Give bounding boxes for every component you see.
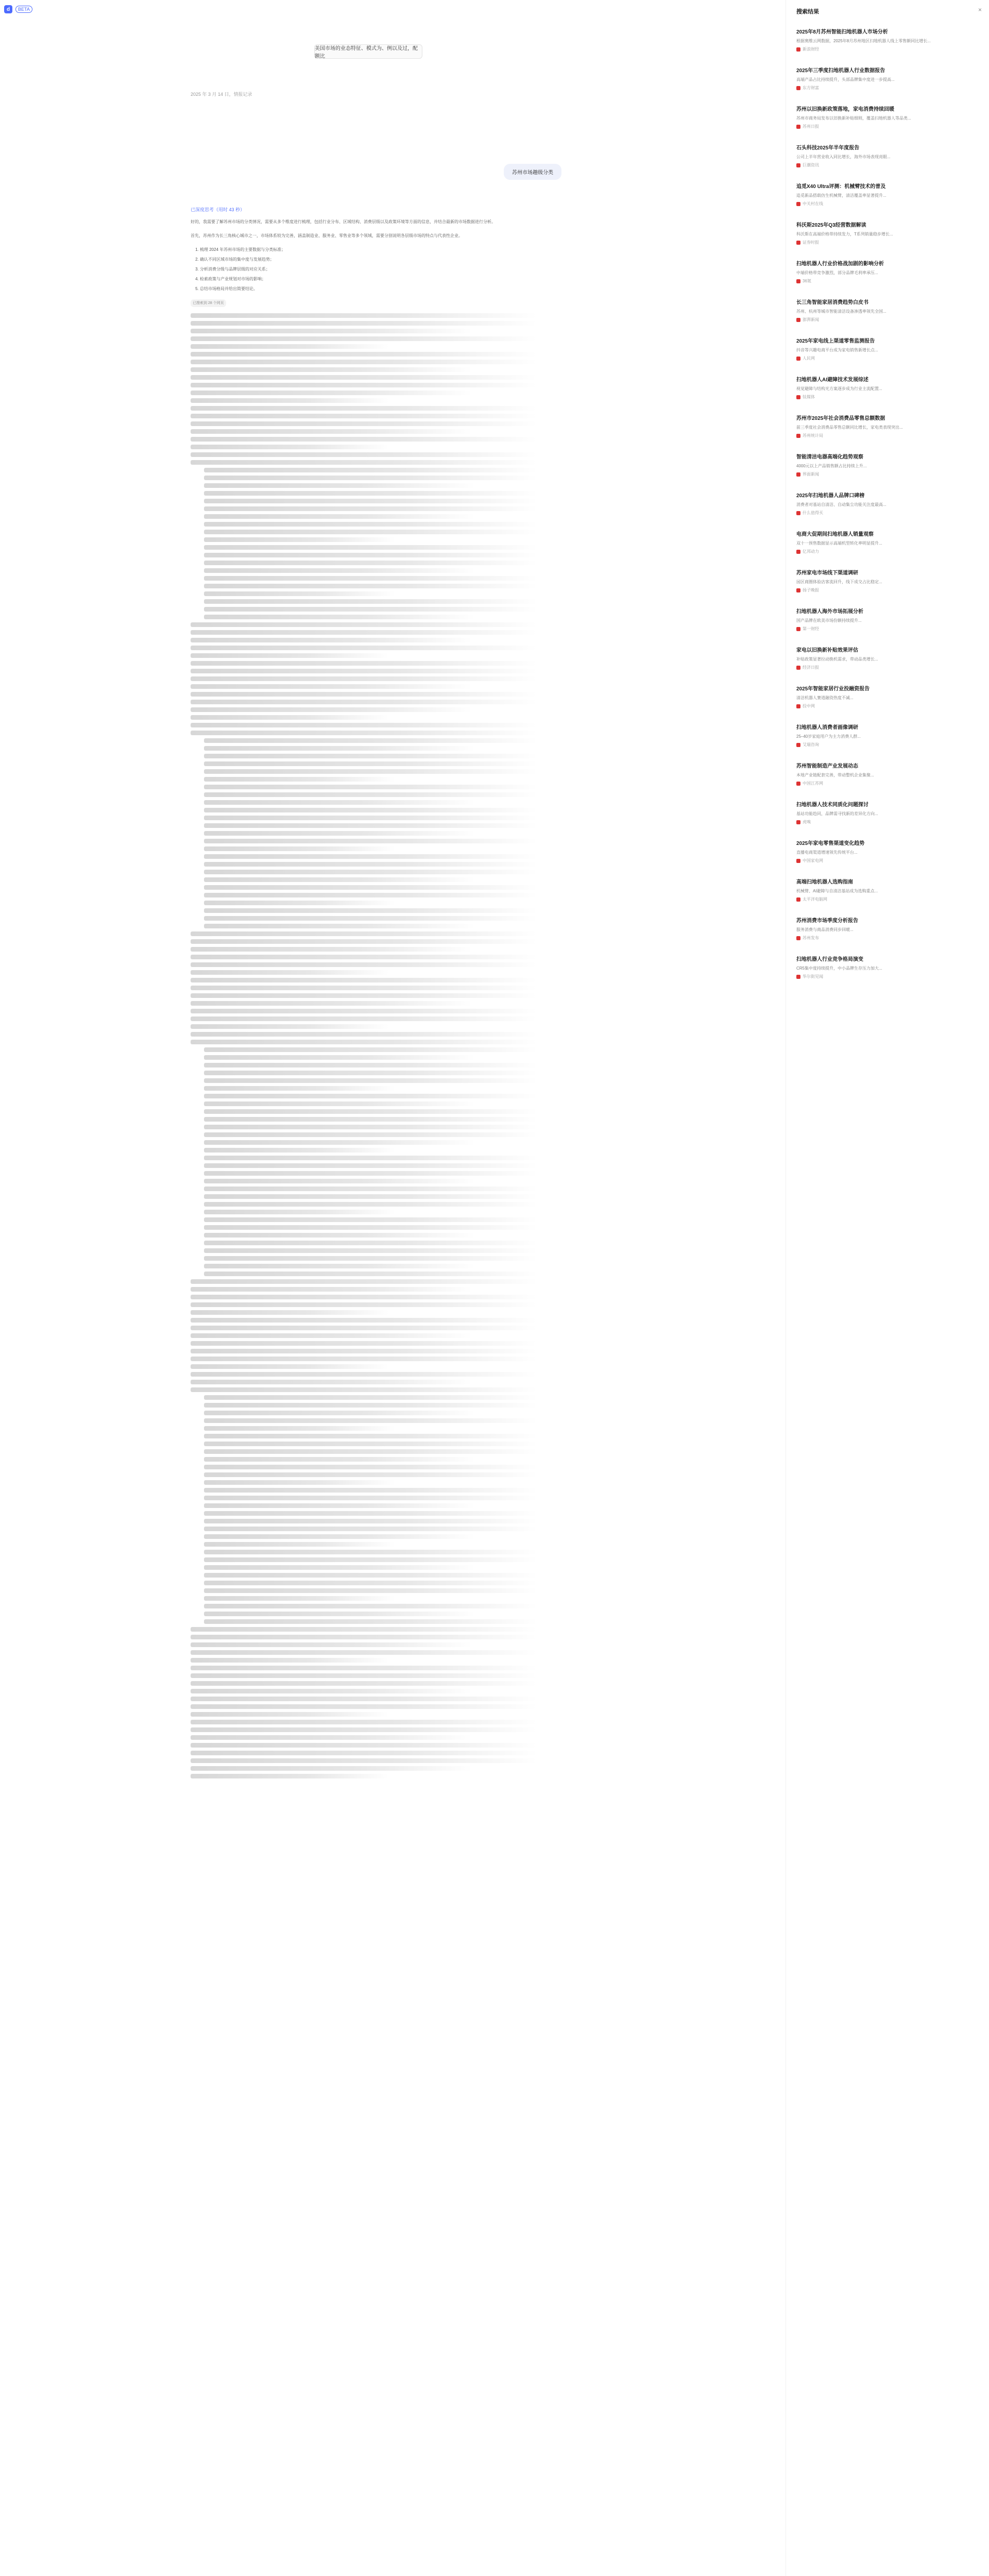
search-result-item[interactable] xyxy=(796,145,982,168)
site-name: 新浪财经 xyxy=(803,47,819,52)
search-result-item[interactable] xyxy=(796,67,982,91)
brand[interactable] xyxy=(4,5,32,13)
result-title[interactable]: 扫地机器人技术同质化问题探讨 xyxy=(796,802,868,808)
result-snippet: 公司上半年营业收入同比增长，海外市场表现亮眼... xyxy=(796,155,891,159)
site-name: 艾瑞咨询 xyxy=(803,742,819,747)
site-favicon-icon xyxy=(796,472,800,477)
result-title[interactable]: 2025年三季度扫地机器人行业数据报告 xyxy=(796,68,885,74)
result-title[interactable]: 高端扫地机器人选购指南 xyxy=(796,879,853,885)
thinking-step: 4. 检索政策与产业规划对市场的影响； xyxy=(200,275,551,283)
thinking-paragraph: 首先，苏州作为长三角核心城市之一，市场体系较为完善，涵盖制造业、服务业、零售业等多个领域，需要分别说明各层级市场的特点与代表性企业。 xyxy=(191,233,463,238)
result-title[interactable]: 扫地机器人海外市场拓展分析 xyxy=(796,609,863,615)
search-result-item[interactable] xyxy=(796,531,982,554)
search-results-panel xyxy=(786,0,989,2576)
site-favicon-icon xyxy=(796,550,800,554)
result-site xyxy=(796,935,982,941)
site-favicon-icon xyxy=(796,588,800,592)
result-title[interactable]: 2025年扫地机器人品牌口碑榜 xyxy=(796,493,865,499)
result-snippet: 苏州、杭州等城市智能清洁设备渗透率领先全国... xyxy=(796,309,886,314)
result-title[interactable]: 电商大促期间扫地机器人销量观察 xyxy=(796,532,874,537)
search-result-item[interactable] xyxy=(796,222,982,245)
site-name: 东方财富 xyxy=(803,86,819,90)
result-title[interactable]: 追觅X40 Ultra评测：机械臂技术的普及 xyxy=(796,184,886,190)
search-result-item[interactable] xyxy=(796,338,982,361)
thinking-step: 5. 总结市场格局并给出简要结论。 xyxy=(200,285,551,293)
result-title[interactable]: 石头科技2025年半年度报告 xyxy=(796,145,860,151)
result-snippet: 4000元以上产品销售额占比持续上升... xyxy=(796,464,867,468)
result-site xyxy=(796,433,982,438)
result-snippet: 清洁机器人赛道融资热度不减... xyxy=(796,696,854,700)
search-result-item[interactable] xyxy=(796,686,982,709)
result-title[interactable]: 苏州消费市场季度分析报告 xyxy=(796,918,858,924)
result-title[interactable]: 2025年家电线上渠道零售监测报告 xyxy=(796,338,875,344)
search-result-item[interactable] xyxy=(796,377,982,400)
result-snippet: 补贴政策显著拉动换机需求，带动品类增长... xyxy=(796,657,878,662)
thinking-step: 2. 确认不同区域市场的集中度与发展趋势； xyxy=(200,256,551,263)
close-icon[interactable]: × xyxy=(978,6,982,13)
site-name: 亿邦动力 xyxy=(803,549,819,554)
site-name: 经济日报 xyxy=(803,665,819,670)
site-name: 钛媒体 xyxy=(803,395,815,399)
result-snippet: CR5集中度持续提升，中小品牌生存压力加大... xyxy=(796,966,882,971)
result-site xyxy=(796,85,982,91)
site-name: 华尔街见闻 xyxy=(803,974,823,979)
site-name: 36氪 xyxy=(803,279,811,283)
site-favicon-icon xyxy=(796,666,800,670)
site-name: 人民网 xyxy=(803,356,815,361)
result-site xyxy=(796,896,982,902)
result-snippet: 基站功能趋同，品牌需寻找新的差异化方向... xyxy=(796,811,878,816)
site-favicon-icon xyxy=(796,820,800,824)
result-snippet: 双十一预售数据显示高端机型转化率明显提升... xyxy=(796,541,882,546)
result-title[interactable]: 苏州市2025年社会消费品零售总额数据 xyxy=(796,416,885,421)
site-name: 第一财经 xyxy=(803,626,819,631)
result-title[interactable]: 科沃斯2025年Q3经营数据解读 xyxy=(796,223,866,228)
search-count-chip[interactable]: 已搜索到 28 个网页 xyxy=(191,299,226,307)
search-result-item[interactable] xyxy=(796,724,982,748)
result-title[interactable]: 2025年8月苏州智能扫地机器人市场分析 xyxy=(796,29,888,35)
site-favicon-icon xyxy=(796,395,800,399)
site-name: 中国江苏网 xyxy=(803,781,823,786)
logo-icon: d xyxy=(4,5,12,13)
search-result-item[interactable] xyxy=(796,493,982,516)
site-favicon-icon xyxy=(796,936,800,940)
site-name: 虎嗅 xyxy=(803,820,811,824)
site-favicon-icon xyxy=(796,511,800,515)
result-title[interactable]: 2025年智能家居行业投融资报告 xyxy=(796,686,870,692)
result-title[interactable]: 苏州智能制造产业发展动态 xyxy=(796,764,858,769)
search-result-item[interactable] xyxy=(796,956,982,979)
result-snippet: 直播电商渠道增速领先传统平台... xyxy=(796,850,858,855)
result-site xyxy=(796,394,982,400)
site-favicon-icon xyxy=(796,47,800,52)
thinking-label[interactable]: 已深度思考（用时 43 秒） xyxy=(191,207,245,212)
result-snippet: 苏州市商务局发布以旧换新补贴细则，覆盖扫地机器人等品类... xyxy=(796,116,911,121)
site-name: 投中网 xyxy=(803,704,815,708)
site-name: 什么值得买 xyxy=(803,511,823,515)
site-favicon-icon xyxy=(796,434,800,438)
site-favicon-icon xyxy=(796,704,800,708)
result-title[interactable]: 扫地机器人消费者画像调研 xyxy=(796,725,858,731)
thinking-body xyxy=(191,313,551,1778)
beta-badge: BETA xyxy=(15,6,32,13)
site-name: 巨潮资讯 xyxy=(803,163,819,167)
result-title[interactable]: 苏州以旧换新政策落地，家电消费持续回暖 xyxy=(796,107,894,112)
search-result-item[interactable] xyxy=(796,918,982,941)
result-site xyxy=(796,317,982,323)
site-name: 太平洋电脑网 xyxy=(803,897,827,902)
site-name: 扬子晚报 xyxy=(803,588,819,592)
result-site xyxy=(796,587,982,593)
result-snippet: 抖音等兴趣电商平台成为家电销售新增长点... xyxy=(796,348,878,352)
site-name: 苏州发布 xyxy=(803,936,819,940)
site-name: 中关村在线 xyxy=(803,201,823,206)
site-favicon-icon xyxy=(796,241,800,245)
search-result-item[interactable] xyxy=(796,570,982,593)
search-result-item[interactable] xyxy=(796,763,982,786)
search-results-list xyxy=(796,29,982,995)
result-title[interactable]: 扫地机器人行业竞争格局演变 xyxy=(796,957,863,962)
site-favicon-icon xyxy=(796,782,800,786)
site-name: 苏州日报 xyxy=(803,124,819,129)
chat-title[interactable]: 美国市场的业态特征、模式为、例以及过，配额比 xyxy=(314,44,422,59)
site-favicon-icon xyxy=(796,357,800,361)
search-result-item[interactable] xyxy=(796,299,982,323)
search-result-item[interactable] xyxy=(796,879,982,902)
site-name: 界面新闻 xyxy=(803,472,819,477)
site-favicon-icon xyxy=(796,897,800,902)
result-title[interactable]: 扫地机器人行业价格战加剧的影响分析 xyxy=(796,261,884,267)
result-site xyxy=(796,471,982,477)
result-snippet: 服务消费与商品消费同步回暖... xyxy=(796,927,854,932)
site-favicon-icon xyxy=(796,743,800,747)
result-site xyxy=(796,162,982,168)
result-snippet: 本地产业链配套完善，带动整机企业集聚... xyxy=(796,773,874,777)
result-site xyxy=(796,240,982,245)
thinking-step: 1. 梳理 2024 年苏州市场的主要数据与分类标准； xyxy=(200,246,551,253)
result-site xyxy=(796,549,982,554)
result-site xyxy=(796,46,982,52)
search-result-item[interactable] xyxy=(796,183,982,207)
site-favicon-icon xyxy=(796,163,800,167)
site-favicon-icon xyxy=(796,318,800,322)
result-snippet: 消费者对基站自清洁、自动集尘功能关注度最高... xyxy=(796,502,886,507)
result-snippet: 机械臂、AI避障与自清洁基站成为选购重点... xyxy=(796,889,878,893)
site-name: 中国家电网 xyxy=(803,858,823,863)
result-site xyxy=(796,974,982,979)
site-favicon-icon xyxy=(796,859,800,863)
panel-title: 搜索结果 xyxy=(796,9,819,15)
search-result-item[interactable] xyxy=(796,415,982,438)
search-result-item[interactable] xyxy=(796,840,982,863)
result-site xyxy=(796,201,982,207)
result-title[interactable]: 苏州家电市场线下渠道调研 xyxy=(796,570,858,576)
result-snippet: 中端价格带竞争激烈，部分品牌毛利率承压... xyxy=(796,270,878,275)
search-result-item[interactable] xyxy=(796,608,982,632)
result-snippet: 视觉避障与结构光方案逐步成为行业主流配置... xyxy=(796,386,882,391)
result-title[interactable]: 智能清洁电器高端化趋势观察 xyxy=(796,454,863,460)
result-site xyxy=(796,781,982,786)
search-result-item[interactable] xyxy=(796,106,982,129)
result-title[interactable]: 长三角智能家居消费趋势白皮书 xyxy=(796,300,868,306)
thinking-step: 3. 分析消费分级与品牌层级的对应关系； xyxy=(200,265,551,273)
result-site xyxy=(796,819,982,825)
thinking-block xyxy=(191,206,551,1782)
search-result-item[interactable] xyxy=(796,261,982,284)
result-site xyxy=(796,355,982,361)
result-site xyxy=(796,742,982,748)
site-name: 证券时报 xyxy=(803,240,819,245)
result-snippet: 追觅新品搭载仿生机械臂，清洁覆盖率显著提升... xyxy=(796,193,886,198)
result-snippet: 园区商圈体验店客流回升，线下成交占比稳定... xyxy=(796,580,882,584)
search-result-item[interactable] xyxy=(796,29,982,52)
site-name: 澎湃新闻 xyxy=(803,317,819,322)
result-title[interactable]: 扫地机器人AI避障技术发展综述 xyxy=(796,377,868,383)
result-site xyxy=(796,858,982,863)
result-site xyxy=(796,703,982,709)
result-snippet: 前三季度社会消费品零售总额同比增长，家电类表现突出... xyxy=(796,425,903,430)
site-favicon-icon xyxy=(796,125,800,129)
result-title[interactable]: 家电以旧换新补贴效果评估 xyxy=(796,648,858,653)
user-message: 苏州市场趣级分类 xyxy=(504,164,561,180)
result-site xyxy=(796,124,982,129)
site-favicon-icon xyxy=(796,86,800,90)
search-result-item[interactable] xyxy=(796,802,982,825)
thinking-steps xyxy=(200,246,551,293)
site-favicon-icon xyxy=(796,202,800,206)
result-title[interactable]: 2025年家电零售渠道变化趋势 xyxy=(796,841,865,846)
result-snippet: 25–40岁家庭用户为主力消费人群... xyxy=(796,734,861,739)
result-site xyxy=(796,665,982,670)
search-result-item[interactable] xyxy=(796,454,982,477)
result-snippet: 科沃斯在高端价格带持续发力，T系列销量稳步增长... xyxy=(796,232,893,236)
result-snippet: 高端产品占比持续提升，头部品牌集中度进一步提高... xyxy=(796,77,895,82)
result-snippet: 根据奥维云网数据，2025年8月苏州地区扫地机器人线上零售额同比增长... xyxy=(796,39,931,43)
site-favicon-icon xyxy=(796,627,800,631)
site-favicon-icon xyxy=(796,279,800,283)
thinking-paragraph: 好的，我需要了解苏州市场的分类情况，需要从多个维度进行梳理，包括行业分布、区域结构、消费层级以及政策环境等方面的信息，并结合最新的市场数据进行分析。 xyxy=(191,219,496,224)
site-favicon-icon xyxy=(796,975,800,979)
result-site xyxy=(796,626,982,632)
site-name: 苏州统计局 xyxy=(803,433,823,438)
result-site xyxy=(796,278,982,284)
chat-main xyxy=(155,0,608,2576)
result-site xyxy=(796,510,982,516)
result-snippet: 国产品牌在欧美市场份额持续提升... xyxy=(796,618,862,623)
chat-date: 2025 年 3 月 14 日，情报记录 xyxy=(191,92,252,97)
search-result-item[interactable] xyxy=(796,647,982,670)
